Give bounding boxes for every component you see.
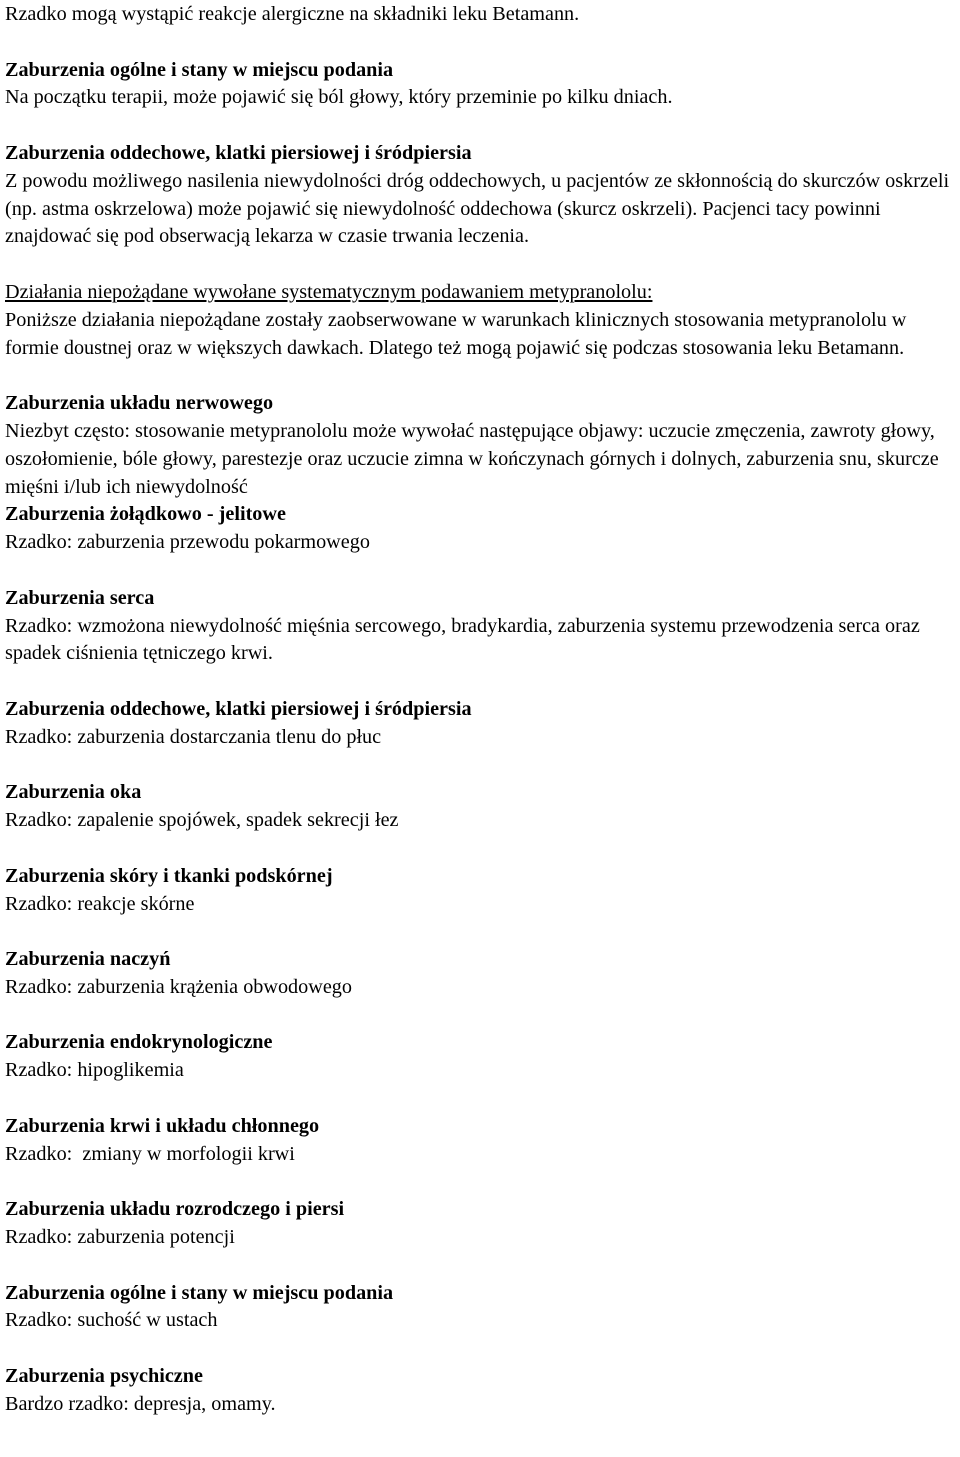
spacer bbox=[5, 251, 955, 279]
section-body-gi: Rzadko: zaburzenia przewodu pokarmowego bbox=[5, 531, 370, 554]
systemic-heading: Działania niepożądane wywołane systematycznym podawaniem metypranololu: bbox=[5, 280, 653, 303]
spacer bbox=[5, 918, 955, 946]
spacer bbox=[5, 557, 955, 585]
section-heading-respiratory-2: Zaburzenia oddechowe, klatki piersiowej i śródpiersia bbox=[5, 697, 472, 720]
spacer bbox=[5, 1002, 955, 1030]
section-body-reproductive: Rzadko: zaburzenia potencji bbox=[5, 1226, 235, 1249]
document-page bbox=[5, 0, 955, 1419]
spacer bbox=[5, 1085, 955, 1113]
section-heading-endocrine: Zaburzenia endokrynologiczne bbox=[5, 1031, 273, 1054]
section-body-vascular: Rzadko: zaburzenia krążenia obwodowego bbox=[5, 975, 352, 998]
systemic-body: Poniższe działania niepożądane zostały zaobserwowane w warunkach klinicznych stosowania metypranololu w formie doustnej oraz w większych dawkach. Dlatego też mogą pojawić się podczas stosowania leku Betamann. bbox=[5, 308, 907, 359]
spacer bbox=[5, 1335, 955, 1363]
spacer bbox=[5, 1252, 955, 1280]
section-heading-heart: Zaburzenia serca bbox=[5, 586, 155, 609]
section-body-eye: Rzadko: zapalenie spojówek, spadek sekrecji łez bbox=[5, 809, 399, 832]
section-heading-psychiatric: Zaburzenia psychiczne bbox=[5, 1365, 203, 1388]
section-heading-nervous: Zaburzenia układu nerwowego bbox=[5, 392, 274, 415]
spacer bbox=[5, 835, 955, 863]
section-heading-general-1: Zaburzenia ogólne i stany w miejscu podania bbox=[5, 58, 394, 81]
section-body-skin: Rzadko: reakcje skórne bbox=[5, 892, 195, 915]
section-heading-respiratory-1: Zaburzenia oddechowe, klatki piersiowej i śródpiersia bbox=[5, 141, 472, 164]
intro-paragraph: Rzadko mogą wystąpić reakcje alergiczne na składniki leku Betamann. bbox=[5, 3, 580, 25]
spacer bbox=[5, 1168, 955, 1196]
section-body-general-2: Rzadko: suchość w ustach bbox=[5, 1309, 218, 1332]
section-body-respiratory-1: Z powodu możliwego nasilenia niewydolności dróg oddechowych, u pacjentów ze skłonnością do skurczów oskrzeli (np. astma oskrzelowa) może pojawić się niewydolność oddechowa (skurcz oskrzeli). Pacjenci tacy powinni znajdować się pod obserwacją lekarza w czasie trwania leczenia. bbox=[5, 169, 950, 248]
section-heading-skin: Zaburzenia skóry i tkanki podskórnej bbox=[5, 864, 333, 887]
section-heading-vascular: Zaburzenia naczyń bbox=[5, 948, 171, 971]
section-body-general-1: Na początku terapii, może pojawić się ból głowy, który przeminie po kilku dniach. bbox=[5, 86, 673, 109]
spacer bbox=[5, 362, 955, 390]
section-body-respiratory-2: Rzadko: zaburzenia dostarczania tlenu do płuc bbox=[5, 725, 382, 748]
section-body-heart: Rzadko: wzmożona niewydolność mięśnia sercowego, bradykardia, zaburzenia systemu przewodzenia serca oraz spadek ciśnienia tętniczego krwi. bbox=[5, 614, 920, 665]
section-body-blood: Rzadko: zmiany w morfologii krwi bbox=[5, 1142, 295, 1165]
section-heading-reproductive: Zaburzenia układu rozrodczego i piersi bbox=[5, 1198, 345, 1221]
section-body-psychiatric: Bardzo rzadko: depresja, omamy. bbox=[5, 1392, 276, 1415]
section-heading-gi: Zaburzenia żołądkowo - jelitowe bbox=[5, 503, 286, 526]
spacer bbox=[5, 112, 955, 140]
spacer bbox=[5, 29, 955, 57]
spacer bbox=[5, 752, 955, 780]
section-body-nervous: Niezbyt często: stosowanie metypranololu może wywołać następujące objawy: uczucie zmęczenia, zawroty głowy, oszołomienie, bóle głowy, parestezje oraz uczucie zimna w kończynach górnych i dolnych, zaburzenia snu, skurcze mięśni i/lub ich niewydolność bbox=[5, 419, 939, 498]
section-body-endocrine: Rzadko: hipoglikemia bbox=[5, 1059, 184, 1082]
section-heading-blood: Zaburzenia krwi i układu chłonnego bbox=[5, 1114, 320, 1137]
section-heading-general-2: Zaburzenia ogólne i stany w miejscu podania bbox=[5, 1281, 394, 1304]
section-heading-eye: Zaburzenia oka bbox=[5, 781, 142, 804]
spacer bbox=[5, 668, 955, 696]
